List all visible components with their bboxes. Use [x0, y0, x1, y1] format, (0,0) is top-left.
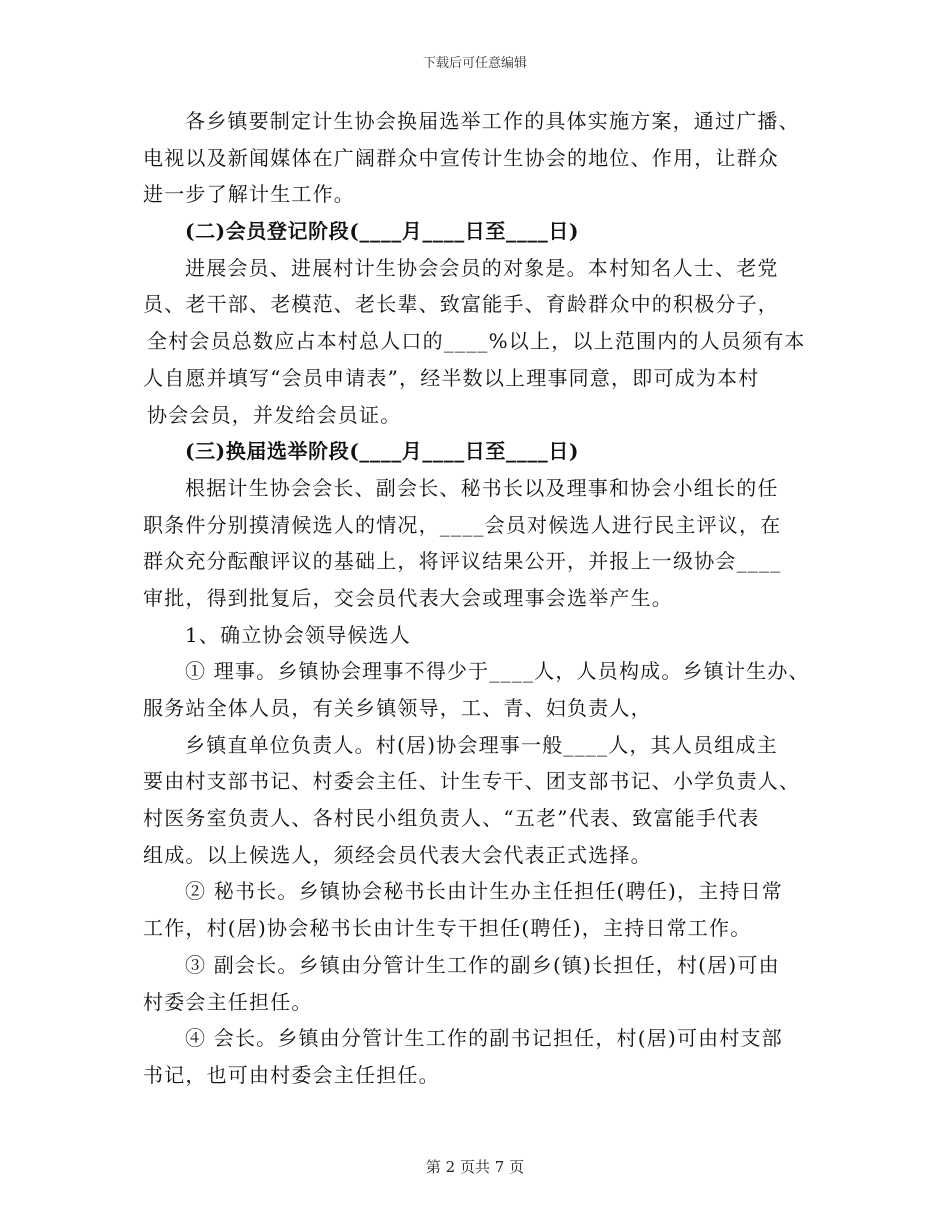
list-item-heading: 1、确立协会领导候选人 [185, 622, 411, 647]
section-heading: (三)换届选举阶段(____月____日至____日) [185, 439, 580, 464]
paragraph-line: 群众充分酝酿评议的基础上，将评议结果公开，并报上一级协会____ [143, 549, 782, 574]
section-heading: (二)会员登记阶段(____月____日至____日) [185, 219, 580, 244]
paragraph-line: 审批，得到批复后，交会员代表大会或理事会选举产生。 [143, 585, 673, 610]
page-footer: 第 2 页共 7 页 [425, 1158, 525, 1176]
paragraph-line: 全村会员总数应占本村总人口的____%以上，以上范围内的人员须有本 [147, 329, 806, 354]
paragraph-line: 村委会主任担任。 [143, 989, 313, 1014]
paragraph-line: 进一步了解计生工作。 [143, 182, 355, 207]
paragraph-line: 协会会员，并发给会员证。 [147, 402, 402, 427]
document-body [143, 103, 823, 1094]
paragraph-line: 工作，村(居)协会秘书长由计生专干担任(聘任)，主持日常工作。 [143, 916, 752, 941]
paragraph-line: ④ 会长。乡镇由分管计生工作的副书记担任，村(居)可由村支部 [185, 1026, 783, 1051]
paragraph-line: ② 秘书长。乡镇协会秘书长由计生办主任担任(聘任)，主持日常 [185, 879, 783, 904]
paragraph-line: 要由村支部书记、村委会主任、计生专干、团支部书记、小学负责人、 [143, 769, 801, 794]
paragraph-line: 电视以及新闻媒体在广阔群众中宣传计生协会的地位、作用，让群众 [143, 145, 779, 170]
paragraph-line: 员、老干部、老模范、老长辈、致富能手、育龄群众中的积极分子， [143, 292, 779, 317]
paragraph-line: 乡镇直单位负责人。村(居)协会理事一般____人，其人员组成主 [185, 732, 778, 757]
paragraph-line: ① 理事。乡镇协会理事不得少于____人，人员构成。乡镇计生办、 [185, 659, 810, 684]
paragraph-line: 书记，也可由村委会主任担任。 [143, 1062, 440, 1087]
paragraph-line: 根据计生协会会长、副会长、秘书长以及理事和协会小组长的任 [185, 475, 779, 500]
page-header: 下载后可任意编辑 [422, 56, 527, 71]
paragraph-line: ③ 副会长。乡镇由分管计生工作的副乡(镇)长担任，村(居)可由 [185, 952, 780, 977]
paragraph-line: 进展会员、进展村计生协会会员的对象是。本村知名人士、老党 [185, 255, 779, 280]
paragraph-line: 村医务室负责人、各村民小组负责人、“五老”代表、致富能手代表 [143, 806, 760, 831]
paragraph-line: 服务站全体人员，有关乡镇领导，工、青、妇负责人， [143, 696, 652, 720]
paragraph-line: 各乡镇要制定计生协会换届选举工作的具体实施方案，通过广播、 [185, 109, 800, 133]
paragraph-line: 职条件分别摸清候选人的情况，____会员对候选人进行民主评议，在 [143, 512, 782, 537]
paragraph-line: 组成。以上候选人，须经会员代表大会代表正式选择。 [143, 842, 652, 867]
paragraph-line: 人自愿并填写“会员申请表”，经半数以上理事同意，即可成为本村 [143, 365, 760, 390]
